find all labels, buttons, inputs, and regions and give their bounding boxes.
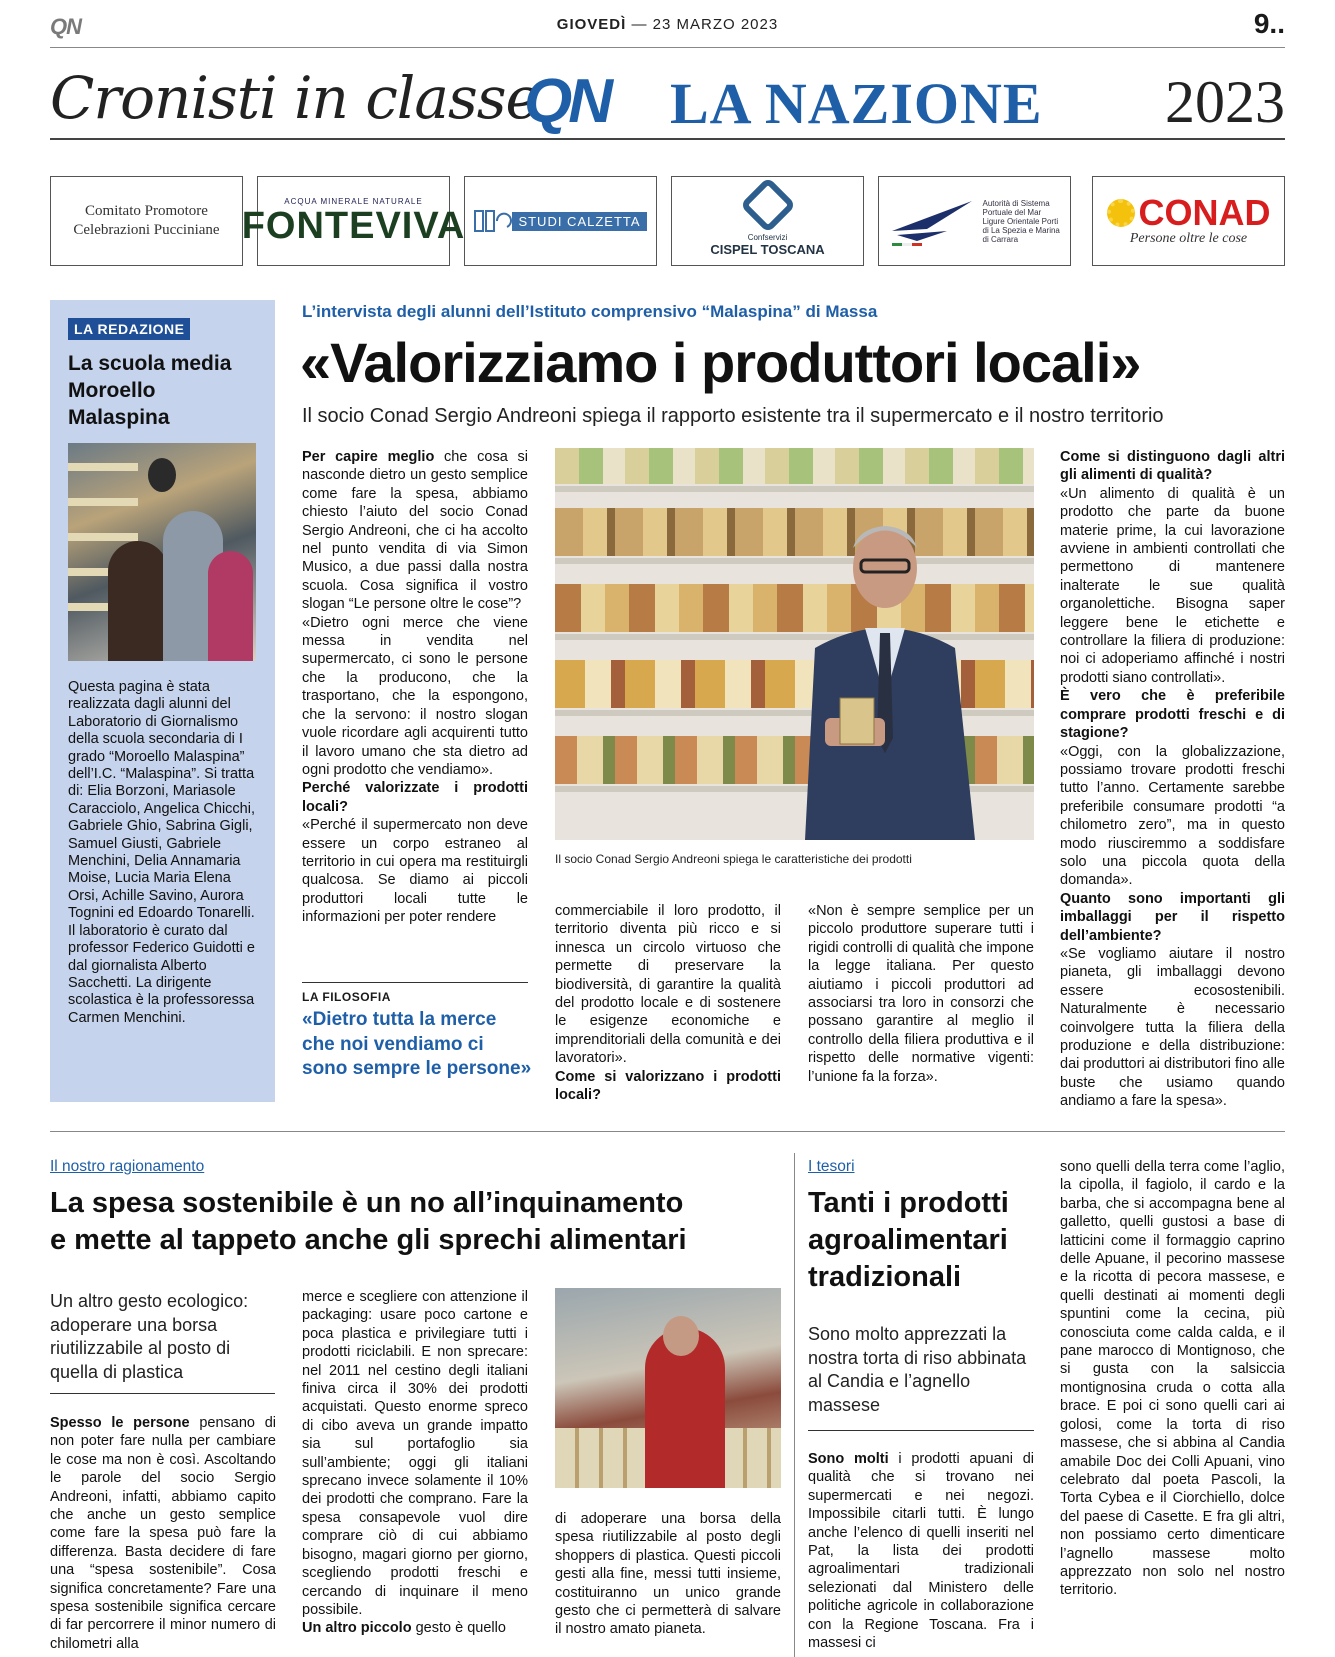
sponsor-text: Celebrazioni Pucciniane bbox=[73, 222, 220, 238]
article-subhead: Il socio Conad Sergio Andreoni spiega il rapporto esistente tra il supermercato e il nostro territorio bbox=[302, 405, 1164, 427]
sidebar-title bbox=[68, 350, 257, 431]
quote-divider bbox=[302, 982, 528, 983]
sponsor-cispel-toscana bbox=[671, 176, 864, 266]
date-separator: — bbox=[631, 16, 648, 33]
paragraph: gesto è quello bbox=[411, 1620, 506, 1637]
article2-headline bbox=[50, 1185, 810, 1259]
lead-in: Sono molti bbox=[808, 1451, 889, 1467]
sponsor-name: CISPEL TOSCANA bbox=[710, 242, 825, 257]
article2-column-3 bbox=[555, 1510, 781, 1639]
andreoni-photo bbox=[555, 448, 1034, 840]
sponsor-autorita-portuale bbox=[878, 176, 1071, 266]
masthead bbox=[50, 58, 1285, 140]
article-kicker: L’intervista degli alunni dell’Istituto comprensivo “Malaspina” di Massa bbox=[302, 302, 878, 321]
paragraph: «Non è sempre semplice per un piccolo produttore superare tutti i rigidi controlli di qualità che impone la legge italiana. Per questo aiutiamo i piccoli produttori ad associarsi tra loro in consorzi che possano garantire al meglio il controllo della filiera produttiva e il rispetto delle normative vigenti: l’unione fa la forza». bbox=[808, 903, 1034, 1085]
article-column-4 bbox=[1060, 448, 1285, 1111]
sponsor-comitato-puccini bbox=[50, 176, 243, 266]
newspaper-title: LA NAZIONE bbox=[670, 71, 1043, 136]
sponsor-text: Comitato Promotore bbox=[85, 203, 208, 219]
sponsor-strip bbox=[50, 176, 1285, 266]
paragraph: «Dietro ogni merce che viene messa in vendita nel supermercato, ci sono le persone che la producono, che la trasportano, che la espongono, che la servono: il nostro slogan vuole ricordare agli acquirenti tutto il lavoro umano che sta dietro ad ogni prodotto che vendiamo». bbox=[302, 614, 528, 778]
interview-question: Come si distinguono dagli altri gli alimenti di qualità? bbox=[1060, 449, 1285, 484]
pull-quote: «Dietro tutta la merce che noi vendiamo ci sono sempre le persone» bbox=[302, 1009, 532, 1079]
paragraph: «Perché il supermercato non deve essere un corpo estraneo al territorio in cui opera ma restituirgli qualcosa. Se diamo ai piccoli produttori locali tutte le informazioni per poter rendere bbox=[302, 817, 528, 926]
article2-lead: Un altro gesto ecologico: adoperare una borsa riutilizzabile al posto di quella di plastica bbox=[50, 1291, 249, 1382]
sponsor-name: FONTEVIVA bbox=[241, 204, 466, 247]
sponsor-fonteviva bbox=[241, 176, 466, 266]
sponsor-conad bbox=[1092, 176, 1285, 266]
headline-line: e mette al tappeto anche gli sprechi alimentari bbox=[50, 1224, 687, 1256]
sponsor-name: STUDI CALZETTA bbox=[512, 212, 646, 231]
page-number: 9.. bbox=[1253, 8, 1285, 39]
article2-column-1 bbox=[50, 1414, 276, 1653]
article-column-2 bbox=[555, 902, 781, 1104]
headline-line: La spesa sostenibile è un no all’inquinamento bbox=[50, 1187, 684, 1219]
cispel-logo-icon bbox=[739, 177, 796, 234]
paragraph: «Un alimento di qualità è un prodotto che parte da buone materie prime, la cui lavorazione avviene in ambienti controllati che permettono di mantenere inalterate le sue qualità organolettiche. Bisogna saper leggere bene le etichette e controllare la filiera di produzione: noi ci adoperiamo affinché i nostri prodotti siano controllati». bbox=[1060, 485, 1285, 686]
lead-in: Un altro piccolo bbox=[302, 1620, 412, 1637]
sponsor-studi-calzetta bbox=[464, 176, 657, 266]
sidebar-text: Questa pagina è stata realizzata dagli alunni del Laboratorio di Giornalismo della scuola secondaria di I grado “Moroello Malaspina” dell’I.C. “Malaspina”. Si tratta di: Elia Borzoni, Mariasole Caracciolo, Angelica Chicchi, Gabriele Ghio, Sabrina Gigli, Samuel Giusti, Gabriele Menchini, Delia Annamaria Moise, Lucia Maria Elena Orsi, Achille Savino, Aurora Tognini ed Edoardo Tonarelli. Il laboratorio è curato dal professor Federico Guidotti e dal giornalista Alberto Sacchetti. La dirigente scolastica è la professoressa Carmen Menchini. bbox=[68, 679, 255, 1026]
article-column-1 bbox=[302, 448, 528, 927]
date: 23 MARZO 2023 bbox=[652, 16, 779, 33]
paragraph: merce e scegliere con attenzione il packaging: usare poco cartone e poca plastica e privilegiare tutti i prodotti riciclabili. E non sprecare: nel 2011 nel cestino degli italiani finiva circa il 30% dei prodotti acquistati. Questo enorme spreco di cibo aveva un grande impatto sia sul portafoglio sia sull’ambiente; oggi gli italiani sprecano invece solamente il 10% dei prodotti che comprano. Fare la spesa consapevole vuol dire comprare ciò di cui abbiamo bisogno, magari giorno per giorno, scegliendo prodotti freschi e cercando di inquinare il meno possibile. bbox=[302, 1289, 528, 1618]
lead-divider bbox=[50, 1393, 275, 1394]
sidebar-redazione bbox=[50, 300, 275, 1102]
section-divider bbox=[50, 1131, 1285, 1132]
article-headline: «Valorizziamo i produttori locali» bbox=[300, 331, 1141, 394]
paragraph: «Oggi, con la globalizzazione, possiamo trovare prodotti freschi tutto l’anno. Certamente sarebbe preferibile consumare prodotti “a chilometro zero”, ma in questo modo riusciremmo a soddisfare solo una piccola quota della domanda». bbox=[1060, 743, 1285, 889]
article3-column-2 bbox=[1060, 1158, 1285, 1600]
article-column-3 bbox=[808, 902, 1034, 1086]
redazione-badge: LA REDAZIONE bbox=[68, 318, 190, 340]
article3-column-1 bbox=[808, 1450, 1034, 1652]
sponsor-subtitle: Confservizi bbox=[747, 233, 788, 242]
sponsor-tagline: Persone oltre le cose bbox=[1129, 231, 1248, 246]
conad-flower-icon bbox=[1107, 199, 1135, 227]
qn-logo-small: QN bbox=[50, 14, 81, 39]
dateline bbox=[50, 16, 1285, 33]
interview-question: Come si valorizzano i prodotti locali? bbox=[555, 1068, 781, 1104]
interview-question: È vero che è preferibile comprare prodotti freschi e di stagione? bbox=[1060, 688, 1285, 742]
interview-question: Quanto sono importanti gli imballaggi per il rispetto dell’ambiente? bbox=[1060, 890, 1285, 944]
paragraph: commerciabile il loro prodotto, il territorio diventa più ricco e si innesca un circolo virtuoso che permette di preservare la biodiversità, di garantire la qualità del prodotto locale e di sostenere le esigenze economiche e imprenditoriali della comunità e dei lavoratori». bbox=[555, 903, 781, 1067]
andreoni-figure bbox=[785, 498, 985, 840]
paragraph: di adoperare una borsa della spesa riutilizzabile al posto degli shoppers di plastica. Questi piccoli gesti alla fine, messi tutti insieme, costituiranno un unico grande gesto che ci permetterà di salvare il nostro amato pianeta. bbox=[555, 1511, 781, 1638]
paragraph: pensano di non poter fare nulla per cambiare le cose ma non è così. Ascoltando le parole del socio Sergio Andreoni, infatti, abbiamo capito che anche un gesto semplice come fare la spesa può fare la differenza. Basta decidere di fare una “spesa sostenibile”. Cosa significa concretamente? Fare una spesa sostenibile significa cercare di far percorrere il minor numero di chilometri alla bbox=[50, 1415, 276, 1652]
article2-column-2 bbox=[302, 1288, 528, 1638]
weekday: GIOVEDÌ bbox=[556, 16, 627, 33]
sponsor-name: CONAD bbox=[1138, 192, 1271, 233]
port-authority-logo-icon bbox=[887, 191, 977, 251]
sponsor-text: Autorità di Sistema Portuale del Mar Ligure Orientale Porti di La Spezia e Marina di Carrara bbox=[982, 198, 1060, 244]
paragraph: che cosa si nasconde dietro un gesto semplice come fare la spesa, abbiamo chiesto l’aiuto del socio Conad Sergio Andreoni, che ci ha accolto nel punto vendita di via Simon Musico, a due passi dalla nostra scuola. Cosa significa il vostro slogan “Le persone oltre le cose”? bbox=[302, 449, 528, 613]
sidebar-title-line: Moroello Malaspina bbox=[68, 379, 170, 429]
pull-quote-label: LA FILOSOFIA bbox=[302, 990, 391, 1004]
paragraph: i prodotti apuani di qualità che si trovano nei supermercati e nei negozi. Impossibile citarli tutti. È lungo anche l’elenco di quelli inseriti nel Pat, la lista dei prodotti agroalimentari tradizionali selezionati dal Ministero delle politiche agricole in collaborazione con la Regione Toscana. Fra i massesi ci bbox=[808, 1451, 1034, 1652]
series-title: Cronisti in classe bbox=[50, 64, 539, 132]
lead-divider bbox=[808, 1430, 1034, 1431]
shopping-photo bbox=[555, 1288, 781, 1488]
masthead-year: 2023 bbox=[1165, 69, 1285, 135]
article2-kicker: Il nostro ragionamento bbox=[50, 1158, 205, 1175]
qn-logo: QN bbox=[524, 67, 609, 136]
article3-headline: Tanti i prodotti agroalimentari tradizionali bbox=[808, 1187, 1009, 1293]
paragraph: sono quelli della terra come l’aglio, la cipolla, il fagiolo, il cardo e la barba, che si accompagna bene al galletto, quelli gustosi a base di latticini come il formaggio caprino delle Apuane, il pecorino massese e la ricotta di pecora massese, e quelli destinati ai momenti degli spuntini come la cecina, più conosciuta come calda calda, e il pane marocco di Montignoso, che si gusta con la salsiccia montignosina cruda o cotta alla brace. E poi ci sono quelli cari ai golosi, come la torta di riso massese, che si abbina al Candia amabile Doc dei Colli Apuani, vino celebrato dal poeta Pascoli, la Torta Cybea e il Ciorchiello, dolce del paese di Casette. E fra gli altri, non possiamo certo dimenticare l’agnello massese molto apprezzato non solo nel nostro territorio. bbox=[1060, 1159, 1285, 1599]
photo-caption: Il socio Conad Sergio Andreoni spiega le caratteristiche dei prodotti bbox=[555, 852, 912, 866]
sidebar-title-line: La scuola media bbox=[68, 352, 232, 375]
sponsor-subtitle: ACQUA MINERALE NATURALE bbox=[284, 196, 423, 206]
paragraph: «Se vogliamo aiutare il nostro pianeta, gli imballaggi devono essere ecosostenibili. Naturalmente è necessario coinvolgere tutta la filiera della produzione e della distribuzione: dai produttori ai distributori fino alle buste che usiamo quando andiamo a fare la spesa». bbox=[1060, 945, 1285, 1110]
students-photo bbox=[68, 443, 256, 661]
article3-lead: Sono molto apprezzati la nostra torta di riso abbinata al Candia e l’agnello massese bbox=[808, 1324, 1027, 1415]
column-divider bbox=[794, 1153, 795, 1657]
top-bar bbox=[50, 10, 1285, 48]
interview-question: Perché valorizzate i prodotti locali? bbox=[302, 780, 528, 815]
lead-in: Spesso le persone bbox=[50, 1415, 190, 1431]
article3-kicker: I tesori bbox=[808, 1158, 855, 1175]
lead-in: Per capire meglio bbox=[302, 449, 435, 465]
studi-calzetta-logo-icon bbox=[474, 208, 508, 234]
